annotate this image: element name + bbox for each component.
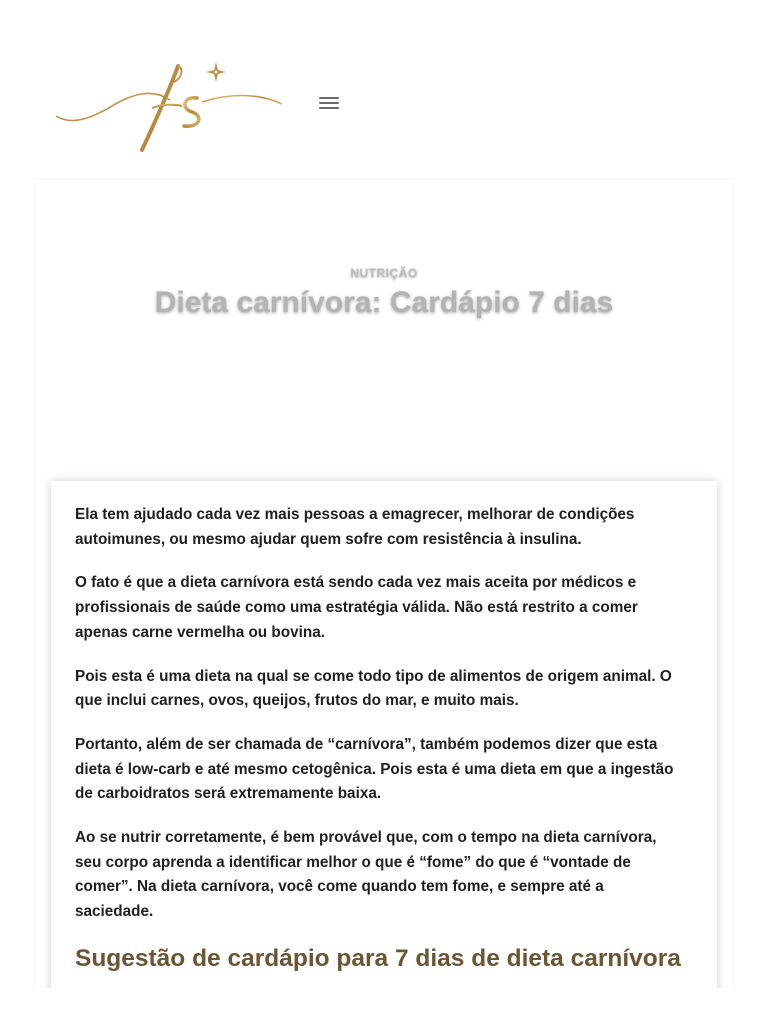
article-paragraph: Ela tem ajudado cada vez mais pessoas a emagrecer, melhorar de condições autoimunes, ou mesmo ajudar quem sofre com resistência à insulina. <box>75 506 635 548</box>
hero-section <box>36 180 732 480</box>
section-heading: Sugestão de cardápio para 7 dias de dieta carnívora <box>75 944 681 972</box>
article-paragraph: Ao se nutrir corretamente, é bem provável que, com o tempo na dieta carnívora, seu corpo aprenda a identificar melhor o que é “fome” do que é “vontade de comer”. Na dieta carnívora, você come quando tem fome, e sempre até a saciedade. <box>75 829 657 921</box>
article-paragraph: O fato é que a dieta carnívora está sendo cada vez mais aceita por médicos e profissionais de saúde como uma estratégia válida. Não está restrito a comer apenas carne vermelha ou bovina. <box>75 574 638 641</box>
site-logo[interactable] <box>52 58 287 158</box>
article-body <box>75 503 685 974</box>
hamburger-menu-icon[interactable] <box>316 94 342 116</box>
menu-bar <box>319 97 339 99</box>
site-header <box>0 0 768 180</box>
logo-signature-icon <box>52 58 287 158</box>
menu-bar <box>319 107 339 109</box>
page-title: Dieta carnívora: Cardápio 7 dias <box>154 286 614 319</box>
article-paragraph: Portanto, além de ser chamada de “carnívora”, também podemos dizer que esta dieta é low-carb e até mesmo cetogênica. Pois esta é uma dieta em que a ingestão de carboidratos será extremamente baixa. <box>75 735 674 803</box>
article-card <box>51 481 717 1001</box>
menu-bar <box>319 102 339 104</box>
page-bottom <box>0 988 768 1024</box>
article-paragraph: Pois esta é uma dieta na qual se come todo tipo de alimentos de origem animal. O que inclui carnes, ovos, queijos, frutos do mar, e muito mais. <box>75 667 672 710</box>
post-category-link[interactable]: NUTRIÇÃO <box>350 266 418 280</box>
